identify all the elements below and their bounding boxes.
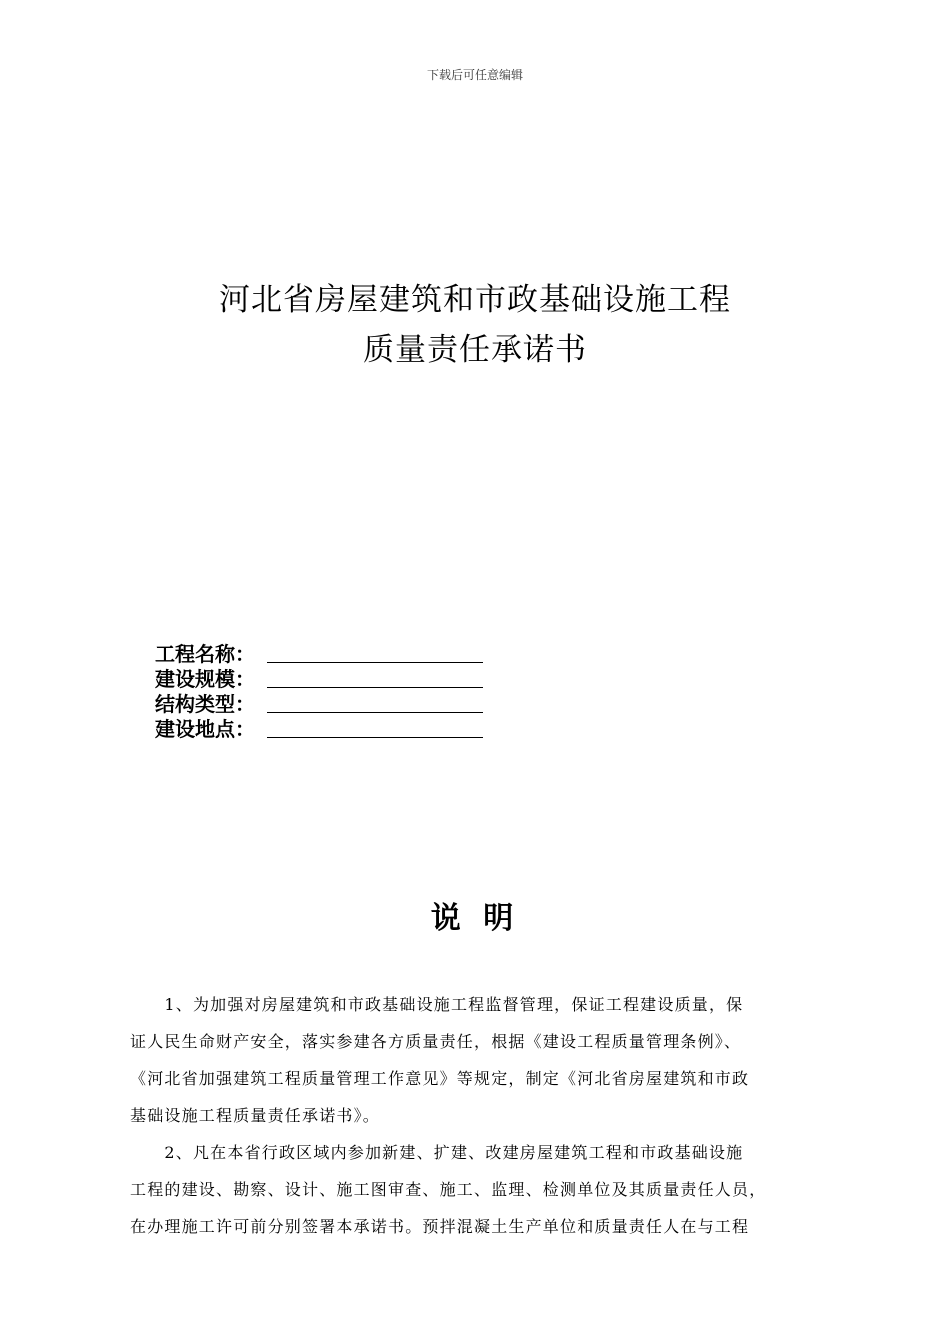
- body-line: 1、为加强对房屋建筑和市政基础设施工程监督管理，保证工程建设质量，保: [130, 995, 744, 1014]
- structure-type-blank: [267, 694, 483, 713]
- form-label: 建设地点：: [155, 717, 255, 741]
- project-info-form: [155, 641, 483, 741]
- body-line: 在办理施工许可前分别签署本承诺书。预拌混凝土生产单位和质量责任人在与工程: [130, 1217, 750, 1236]
- form-label: 建设规模：: [155, 667, 255, 691]
- form-row-construction-site: [155, 716, 483, 741]
- body-line: 工程的建设、勘察、设计、施工图审查、施工、监理、检测单位及其质量责任人员，: [130, 1180, 767, 1199]
- body-line: 基础设施工程质量责任承诺书》。: [130, 1106, 381, 1125]
- section-title: 说 明: [430, 901, 520, 936]
- construction-site-blank: [267, 719, 483, 738]
- form-row-construction-scale: [155, 666, 483, 691]
- form-label: 工程名称：: [155, 642, 255, 666]
- body-line: 2、凡在本省行政区域内参加新建、扩建、改建房屋建筑工程和市政基础设施: [130, 1143, 744, 1162]
- form-label: 结构类型：: [155, 692, 255, 716]
- document-title-line-1: 河北省房屋建筑和市政基础设施工程: [219, 282, 731, 318]
- project-name-blank: [267, 644, 483, 663]
- document-title-line-2: 质量责任承诺书: [363, 332, 587, 368]
- construction-scale-blank: [267, 669, 483, 688]
- body-line: 证人民生命财产安全，落实参建各方质量责任，根据《建设工程质量管理条例》、: [130, 1032, 742, 1051]
- form-row-project-name: [155, 641, 483, 666]
- body-line: 《河北省加强建筑工程质量管理工作意见》等规定，制定《河北省房屋建筑和市政: [130, 1069, 750, 1088]
- form-row-structure-type: [155, 691, 483, 716]
- body-text: [130, 986, 822, 1245]
- header-note: 下载后可任意编辑: [426, 68, 523, 82]
